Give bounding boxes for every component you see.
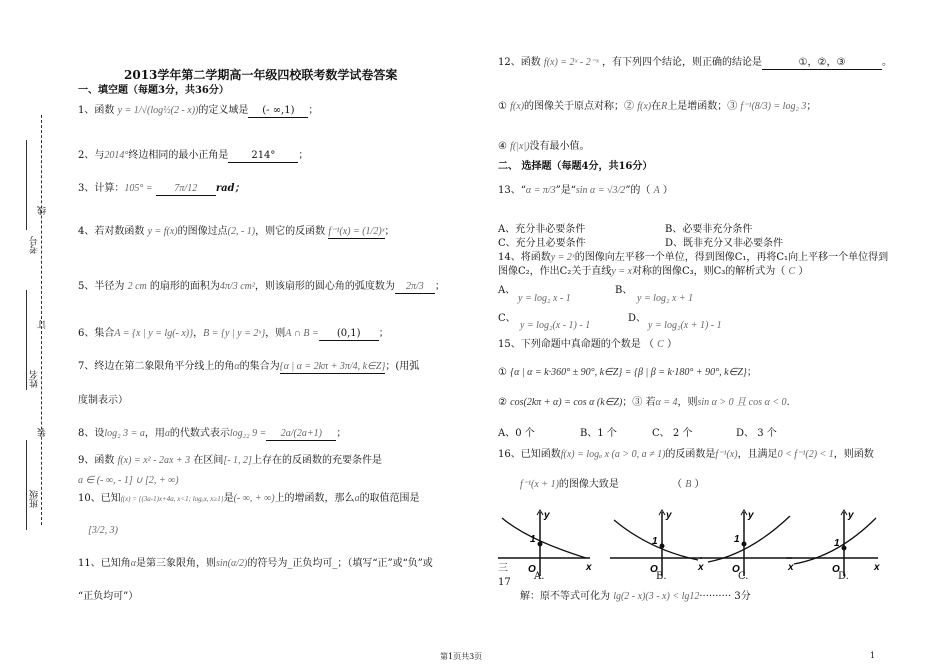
q4-answer: f⁻¹(x) = (1/2)ˣ	[328, 226, 385, 237]
q14-option-c-expr: y = log₂(x - 1) - 1	[520, 320, 591, 331]
q7-answer: {α | α = 2kπ + 3π/4, k∈Z}	[279, 361, 386, 372]
one-label: 1	[652, 536, 658, 547]
q2-answer: 214°	[228, 149, 298, 163]
one-label: 1	[734, 534, 740, 545]
question-17-number: 17	[498, 577, 511, 588]
y-label: y	[544, 510, 550, 521]
q13-option-c: C、充分且必要条件	[498, 238, 586, 249]
page-number: 1	[870, 651, 876, 660]
page-footer: 第1页共3页	[440, 652, 483, 661]
curve	[708, 516, 790, 562]
q1-answer: (- ∞,1)	[248, 104, 308, 118]
q17-solution: 解：原不等式可化为 lg(2 - x)(3 - x) < lg12·········· 3分	[520, 591, 751, 602]
graph-option-label: C.	[738, 571, 749, 582]
question-11: 11、已知角α是第三象限角，则sin(α/2)的符号为_正负均可_；（填写“正”或“负”或	[78, 558, 433, 569]
question-11-cont: “正负均可”）	[78, 591, 139, 602]
point-1	[742, 542, 747, 547]
q16-graph-d	[786, 508, 882, 582]
question-12-item-4: ④ f(|x|)没有最小值。	[498, 141, 590, 152]
graph-option-label: B.	[656, 571, 667, 582]
section-3-fragment: 三	[498, 563, 508, 574]
binding-underline-1	[26, 140, 28, 230]
graph-svg	[786, 508, 882, 578]
question-5: 5、半径为 2 cm 的扇形的面积为4π/3 cm²，则该扇形的圆心角的弧度数为 2π/3 ；	[78, 281, 445, 292]
q14-option-a: A、	[498, 285, 516, 296]
question-16: 16、已知函数f(x) = logₐ x (a > 0, a ≠ 1)的反函数是f⁻¹(x)，且满足0 < f⁻¹(2) < 1，则函数	[498, 449, 874, 460]
point-1	[538, 542, 543, 547]
q14-option-b: B、	[615, 285, 633, 296]
q14-option-a-expr: y = log₂ x - 1	[518, 293, 571, 304]
binding-zhuang: 装	[38, 428, 48, 437]
q13-option-b: B、必要非充分条件	[665, 224, 753, 235]
question-12: 12、函数 f(x) = 2ˣ - 2⁻ˣ ，有下列四个结论，则正确的结论是 ①，②，③ 。	[498, 57, 892, 68]
one-label: 1	[834, 538, 840, 549]
point-1	[660, 544, 665, 549]
point-1	[842, 546, 847, 551]
q13-answer: A	[653, 185, 660, 196]
q13-option-a: A、充分非必要条件	[498, 224, 586, 235]
question-8: 8、设log₂ 3 = a，用a的代数式表示log₂₂ 9 = 2a/(2a+1) ；	[78, 428, 347, 439]
x-label: x	[874, 562, 880, 573]
q14-option-d-expr: y = log₂(x + 1) - 1	[648, 320, 722, 331]
q6-answer: (0,1)	[319, 327, 379, 341]
binding-kaohao: 考号	[30, 236, 40, 254]
q14-answer: C	[788, 266, 796, 277]
question-6: 6、集合A = {x | y = lg(- x)}，B = {y | y = 2ˣ}，则A ∩ B = (0,1) ；	[78, 328, 389, 339]
graph-svg	[700, 508, 796, 578]
binding-ding: 订	[38, 320, 48, 329]
origin-label: O	[832, 564, 840, 575]
binding-xingming: 姓名	[30, 370, 40, 388]
question-12-items: ① f(x)的图像关于原点对称；② f(x)在R上是增函数；③ f⁻¹(8/3) = log₂ 3；	[498, 101, 817, 112]
q5-answer: 2π/3	[395, 280, 435, 294]
question-1: 1、函数 y = 1/√(log½(2 - x))的定义域是 (- ∞,1) ；	[78, 105, 319, 116]
q15-answer: C	[657, 339, 664, 350]
question-15-items-2-3: ② cos(2kπ + α) = cos α (k∈Z)；③ 若α = 4，则sin α > 0 且 cos α < 0.	[498, 397, 790, 408]
question-7: 7、终边在第二象限角平分线上的角α的集合为{α | α = 2kπ + 3π/4, k∈Z}；(用弧	[78, 361, 420, 372]
section-2-heading: 二、 选择题（每题4分，共16分）	[498, 161, 653, 172]
question-13: 13、“α = π/3”是“sin α = √3/2”的（ A ）	[498, 185, 673, 196]
y-label: y	[848, 510, 854, 521]
q12-answer: ①，②，③	[762, 56, 882, 70]
q15-option-d: D、 3 个	[736, 428, 777, 439]
q15-option-b: B、1 个	[580, 428, 617, 439]
question-16-line2: f⁻¹(x + 1)的图像大致是	[520, 479, 619, 490]
question-7-cont: 度制表示）	[78, 395, 128, 406]
question-9: 9、函数 f(x) = x² - 2ax + 3 在区间[- 1, 2]上存在的反函数的充要条件是	[78, 455, 382, 466]
question-3: 3、计算：105° = 7π/12 rad；	[78, 183, 245, 194]
q8-answer: 2a/(2a+1)	[266, 427, 336, 441]
question-15-item-1: ① {α | α = k·360° ± 90°, k∈Z} = {β | β = k·180° + 90°, k∈Z}；	[498, 367, 757, 378]
q14-option-d: D、	[628, 313, 647, 324]
question-2: 2、与2014°终边相同的最小正角是 214° ；	[78, 150, 309, 161]
q3-answer: 7π/12	[156, 182, 216, 196]
section-1-heading: 一、填空题（每题3分，共36分）	[78, 85, 229, 96]
origin-label: O	[650, 564, 658, 575]
curve	[502, 518, 586, 558]
q14-option-b-expr: y = log₂ x + 1	[637, 293, 694, 304]
q15-option-a: A、0 个	[498, 428, 535, 439]
x-label: x	[788, 562, 794, 573]
q13-option-d: D、既非充分又非必要条件	[665, 238, 784, 249]
one-label: 1	[530, 534, 536, 545]
question-10: 10、已知f(x) = {(3a-1)x+4a, x<1; logₐx, x≥1}是(- ∞, + ∞)上的增函数，那么a的取值范围是	[78, 493, 420, 504]
question-9-answer: a ∈ (- ∞, - 1] ∪ [2, + ∞)	[78, 475, 179, 486]
question-4: 4、若对数函数 y = f(x)的图像过点(2, - 1)，则它的反函数 f⁻¹(x) = (1/2)ˣ；	[78, 226, 395, 237]
graph-svg	[498, 508, 594, 578]
question-15: 15、下列命题中真命题的个数是 （ C ）	[498, 339, 677, 350]
q14-option-c: C、	[498, 313, 516, 324]
question-10-answer: [3/2, 3)	[88, 525, 118, 536]
y-label: y	[748, 510, 754, 521]
question-14: 14、将函数y = 2ˣ的图像向左平移一个单位，得到图像C₁，再将C₁向上平移一个单位得到	[498, 252, 889, 263]
q16-graph-a	[498, 508, 594, 582]
origin-label: O	[732, 564, 740, 575]
graph-svg	[610, 508, 706, 578]
binding-banji: 班级	[30, 490, 40, 508]
graph-option-label: A.	[534, 571, 545, 582]
question-14-line2: 图像C₂，作出C₂关于直线y = x对称的图像C₃，则C₃的解析式为（ C ）	[498, 266, 809, 277]
y-label: y	[666, 510, 672, 521]
q16-graph-b	[610, 508, 706, 582]
x-label: x	[698, 562, 704, 573]
page-title: 2013学年第二学期高一年级四校联考数学试卷答案	[124, 68, 398, 82]
binding-underline-3	[26, 440, 28, 530]
q16-graph-c	[700, 508, 796, 582]
q16-answer: （ B ）	[672, 479, 705, 490]
x-label: x	[586, 562, 592, 573]
graph-option-label: D.	[838, 571, 849, 582]
q15-option-c: C、 2 个	[652, 428, 693, 439]
binding-xian: 线	[38, 206, 48, 215]
origin-label: O	[528, 564, 536, 575]
